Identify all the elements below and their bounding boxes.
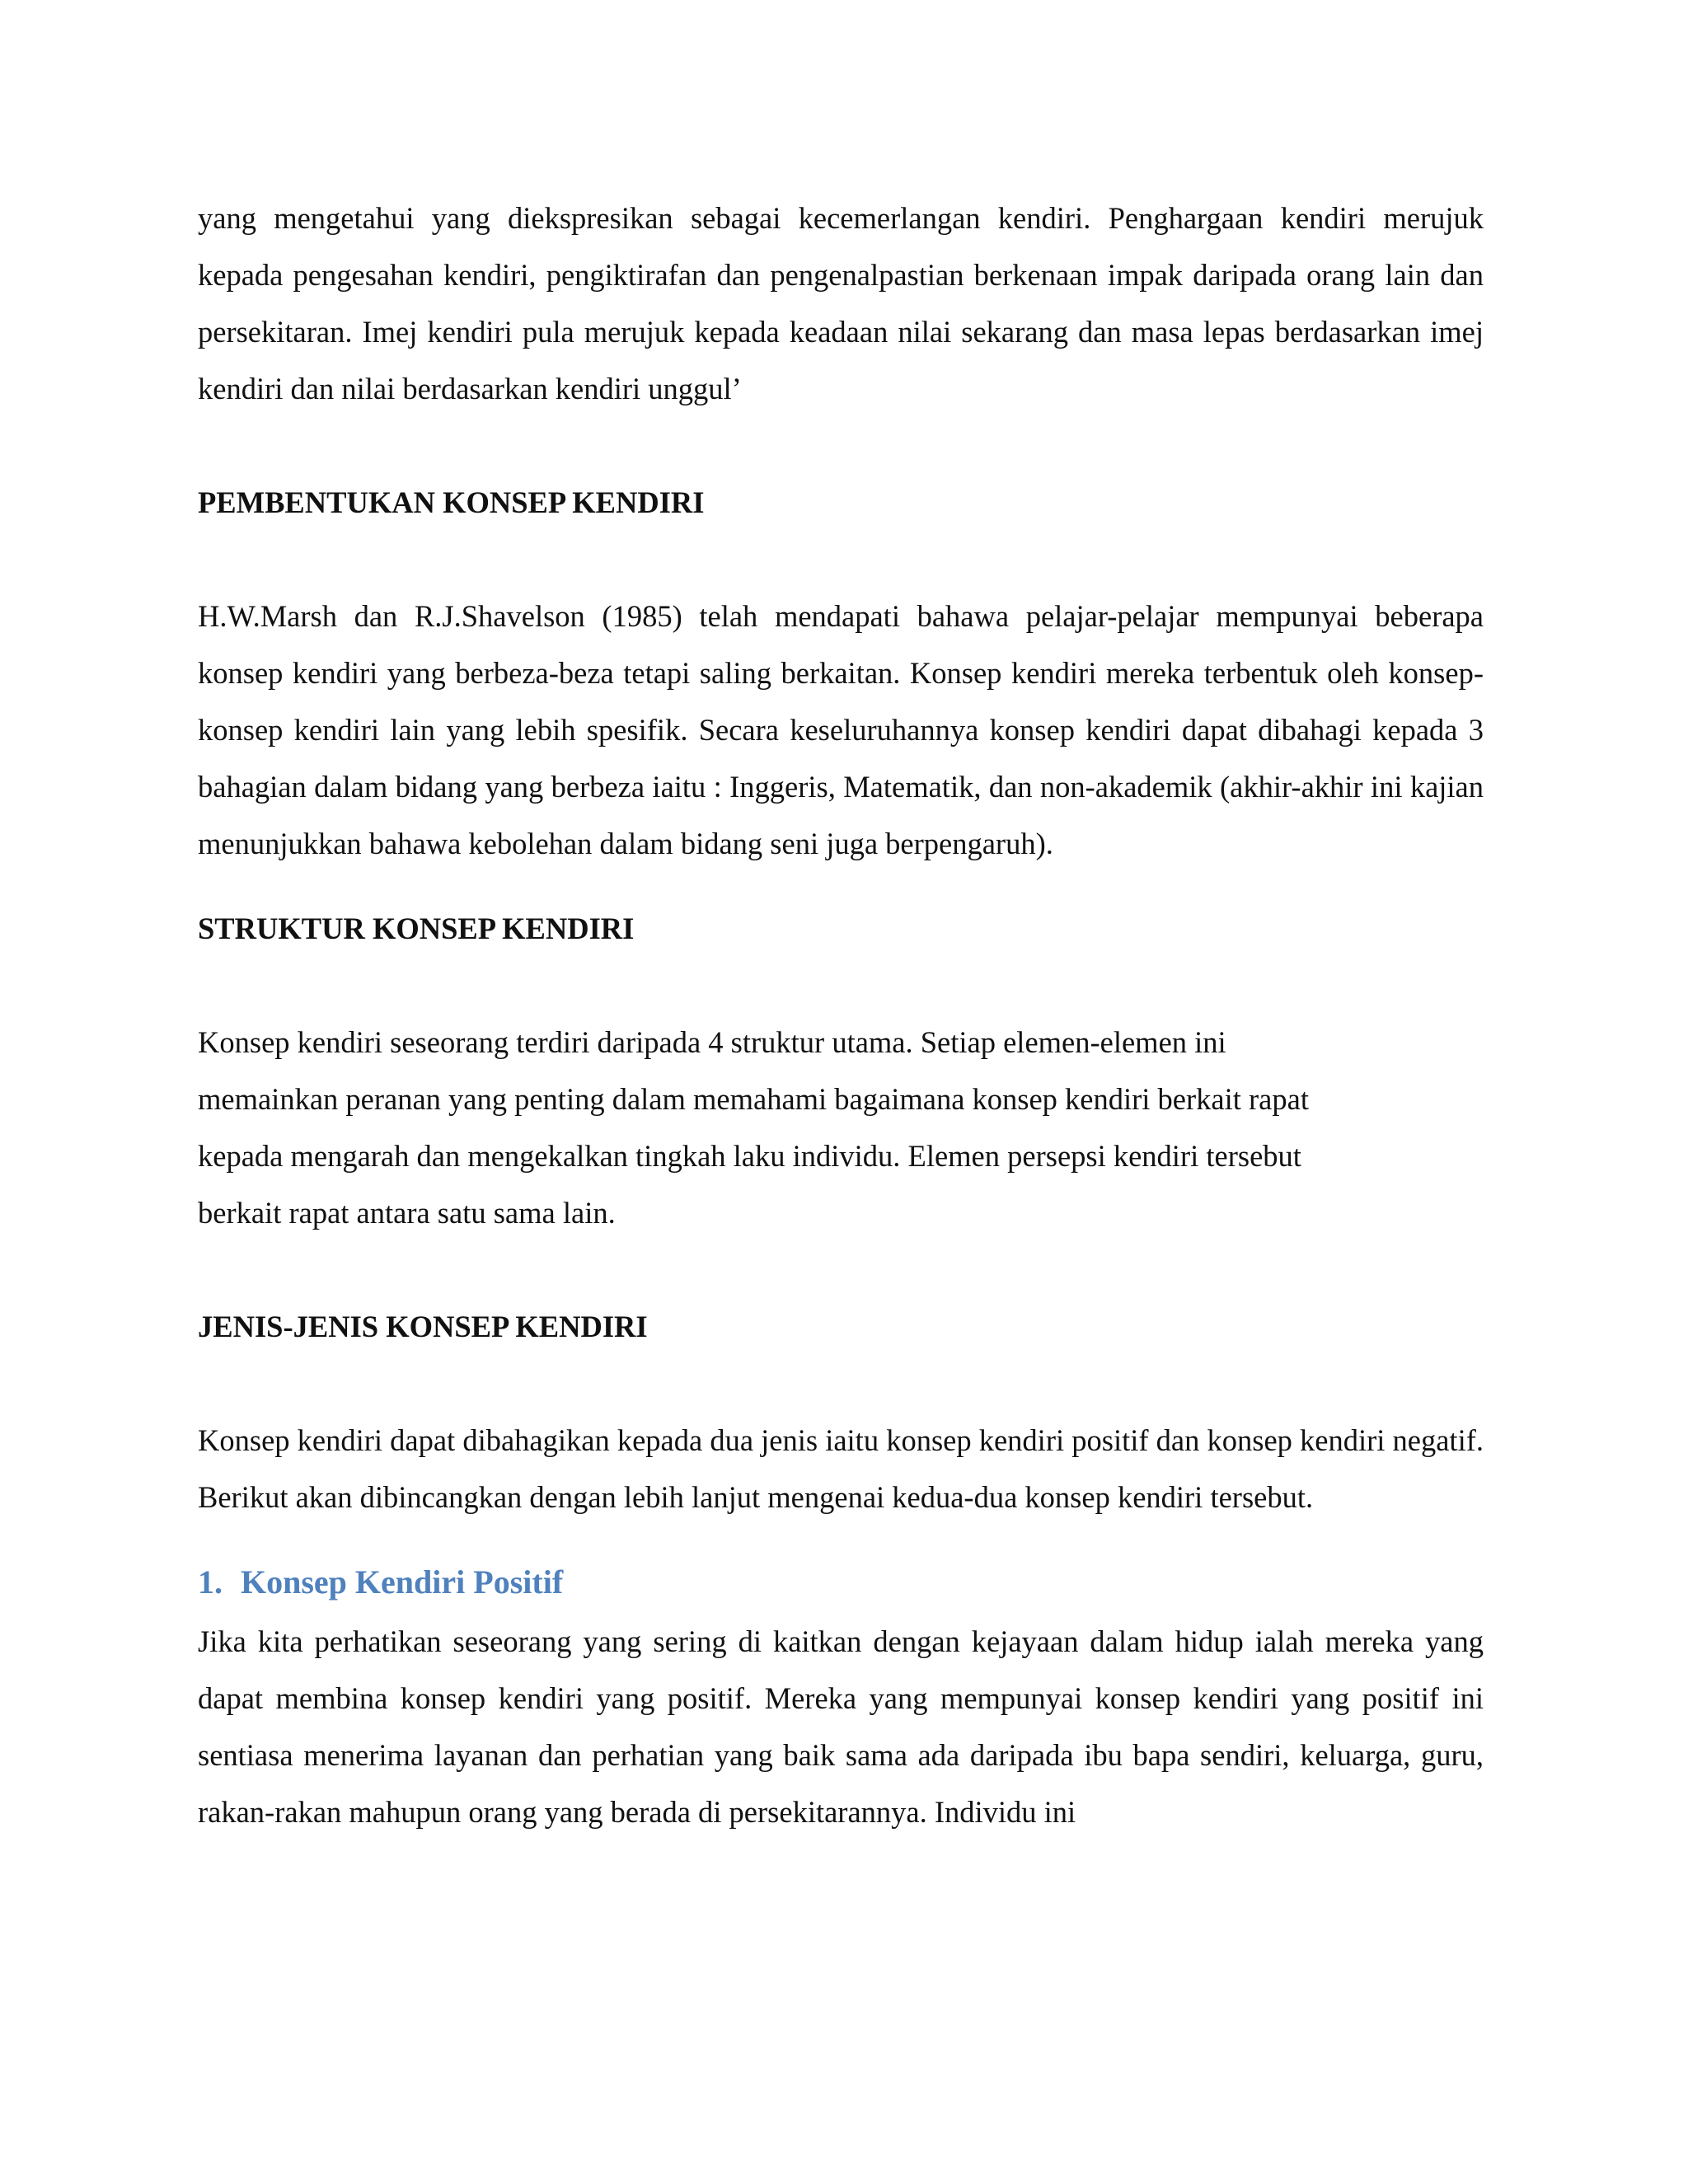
- subheading-konsep-positif: [198, 1552, 1484, 1613]
- subheading-title: Konsep Kendiri Positif: [241, 1563, 564, 1601]
- paragraph-konsep-positif: Jika kita perhatikan seseorang yang sering di kaitkan dengan kejayaan dalam hidup ialah mereka yang dapat membina konsep kendiri yang positif. Mereka yang mempunyai konsep kendiri yang positif ini sentiasa menerima layanan dan perhatian yang baik sama ada daripada ibu bapa sendiri, keluarga, guru, rakan-rakan mahupun orang yang berada di persekitarannya. Individu ini: [198, 1624, 1484, 1829]
- paragraph-struktur: [198, 1014, 1484, 1241]
- subheading-number: 1.: [198, 1563, 223, 1601]
- paragraph-line: Konsep kendiri seseorang terdiri daripada 4 struktur utama. Setiap elemen-elemen ini: [198, 1025, 1226, 1059]
- paragraph-pembentukan: H.W.Marsh dan R.J.Shavelson (1985) telah mendapati bahawa pelajar-pelajar mempunyai beberapa konsep kendiri yang berbeza-beza tetapi saling berkaitan. Konsep kendiri mereka terbentuk oleh konsep-konsep kendiri lain yang lebih spesifik. Secara keseluruhannya konsep kendiri dapat dibahagi kepada 3 bahagian dalam bidang yang berbeza iaitu : Inggeris, Matematik, dan non-akademik (akhir-akhir ini kajian menunjukkan bahawa kebolehan dalam bidang seni juga berpengaruh).: [198, 599, 1484, 860]
- paragraph-jenis: Konsep kendiri dapat dibahagikan kepada dua jenis iaitu konsep kendiri positif dan konsep kendiri negatif. Berikut akan dibincangkan dengan lebih lanjut mengenai kedua-dua konsep kendiri tersebut.: [198, 1423, 1484, 1514]
- paragraph-intro: yang mengetahui yang diekspresikan sebagai kecemerlangan kendiri. Penghargaan kendiri merujuk kepada pengesahan kendiri, pengiktirafan dan pengenalpastian berkenaan impak daripada orang lain dan persekitaran. Imej kendiri pula merujuk kepada keadaan nilai sekarang dan masa lepas berdasarkan imej kendiri dan nilai berdasarkan kendiri unggul’: [198, 201, 1484, 405]
- paragraph-line: kepada mengarah dan mengekalkan tingkah laku individu. Elemen persepsi kendiri tersebut: [198, 1139, 1301, 1173]
- paragraph-line: berkait rapat antara satu sama lain.: [198, 1196, 616, 1230]
- document-page: [198, 190, 1484, 1840]
- heading-jenis: JENIS-JENIS KONSEP KENDIRI: [198, 1310, 648, 1343]
- heading-pembentukan: PEMBENTUKAN KONSEP KENDIRI: [198, 485, 705, 519]
- paragraph-line: memainkan peranan yang penting dalam memahami bagaimana konsep kendiri berkait rapat: [198, 1082, 1309, 1116]
- heading-struktur: STRUKTUR KONSEP KENDIRI: [198, 912, 635, 945]
